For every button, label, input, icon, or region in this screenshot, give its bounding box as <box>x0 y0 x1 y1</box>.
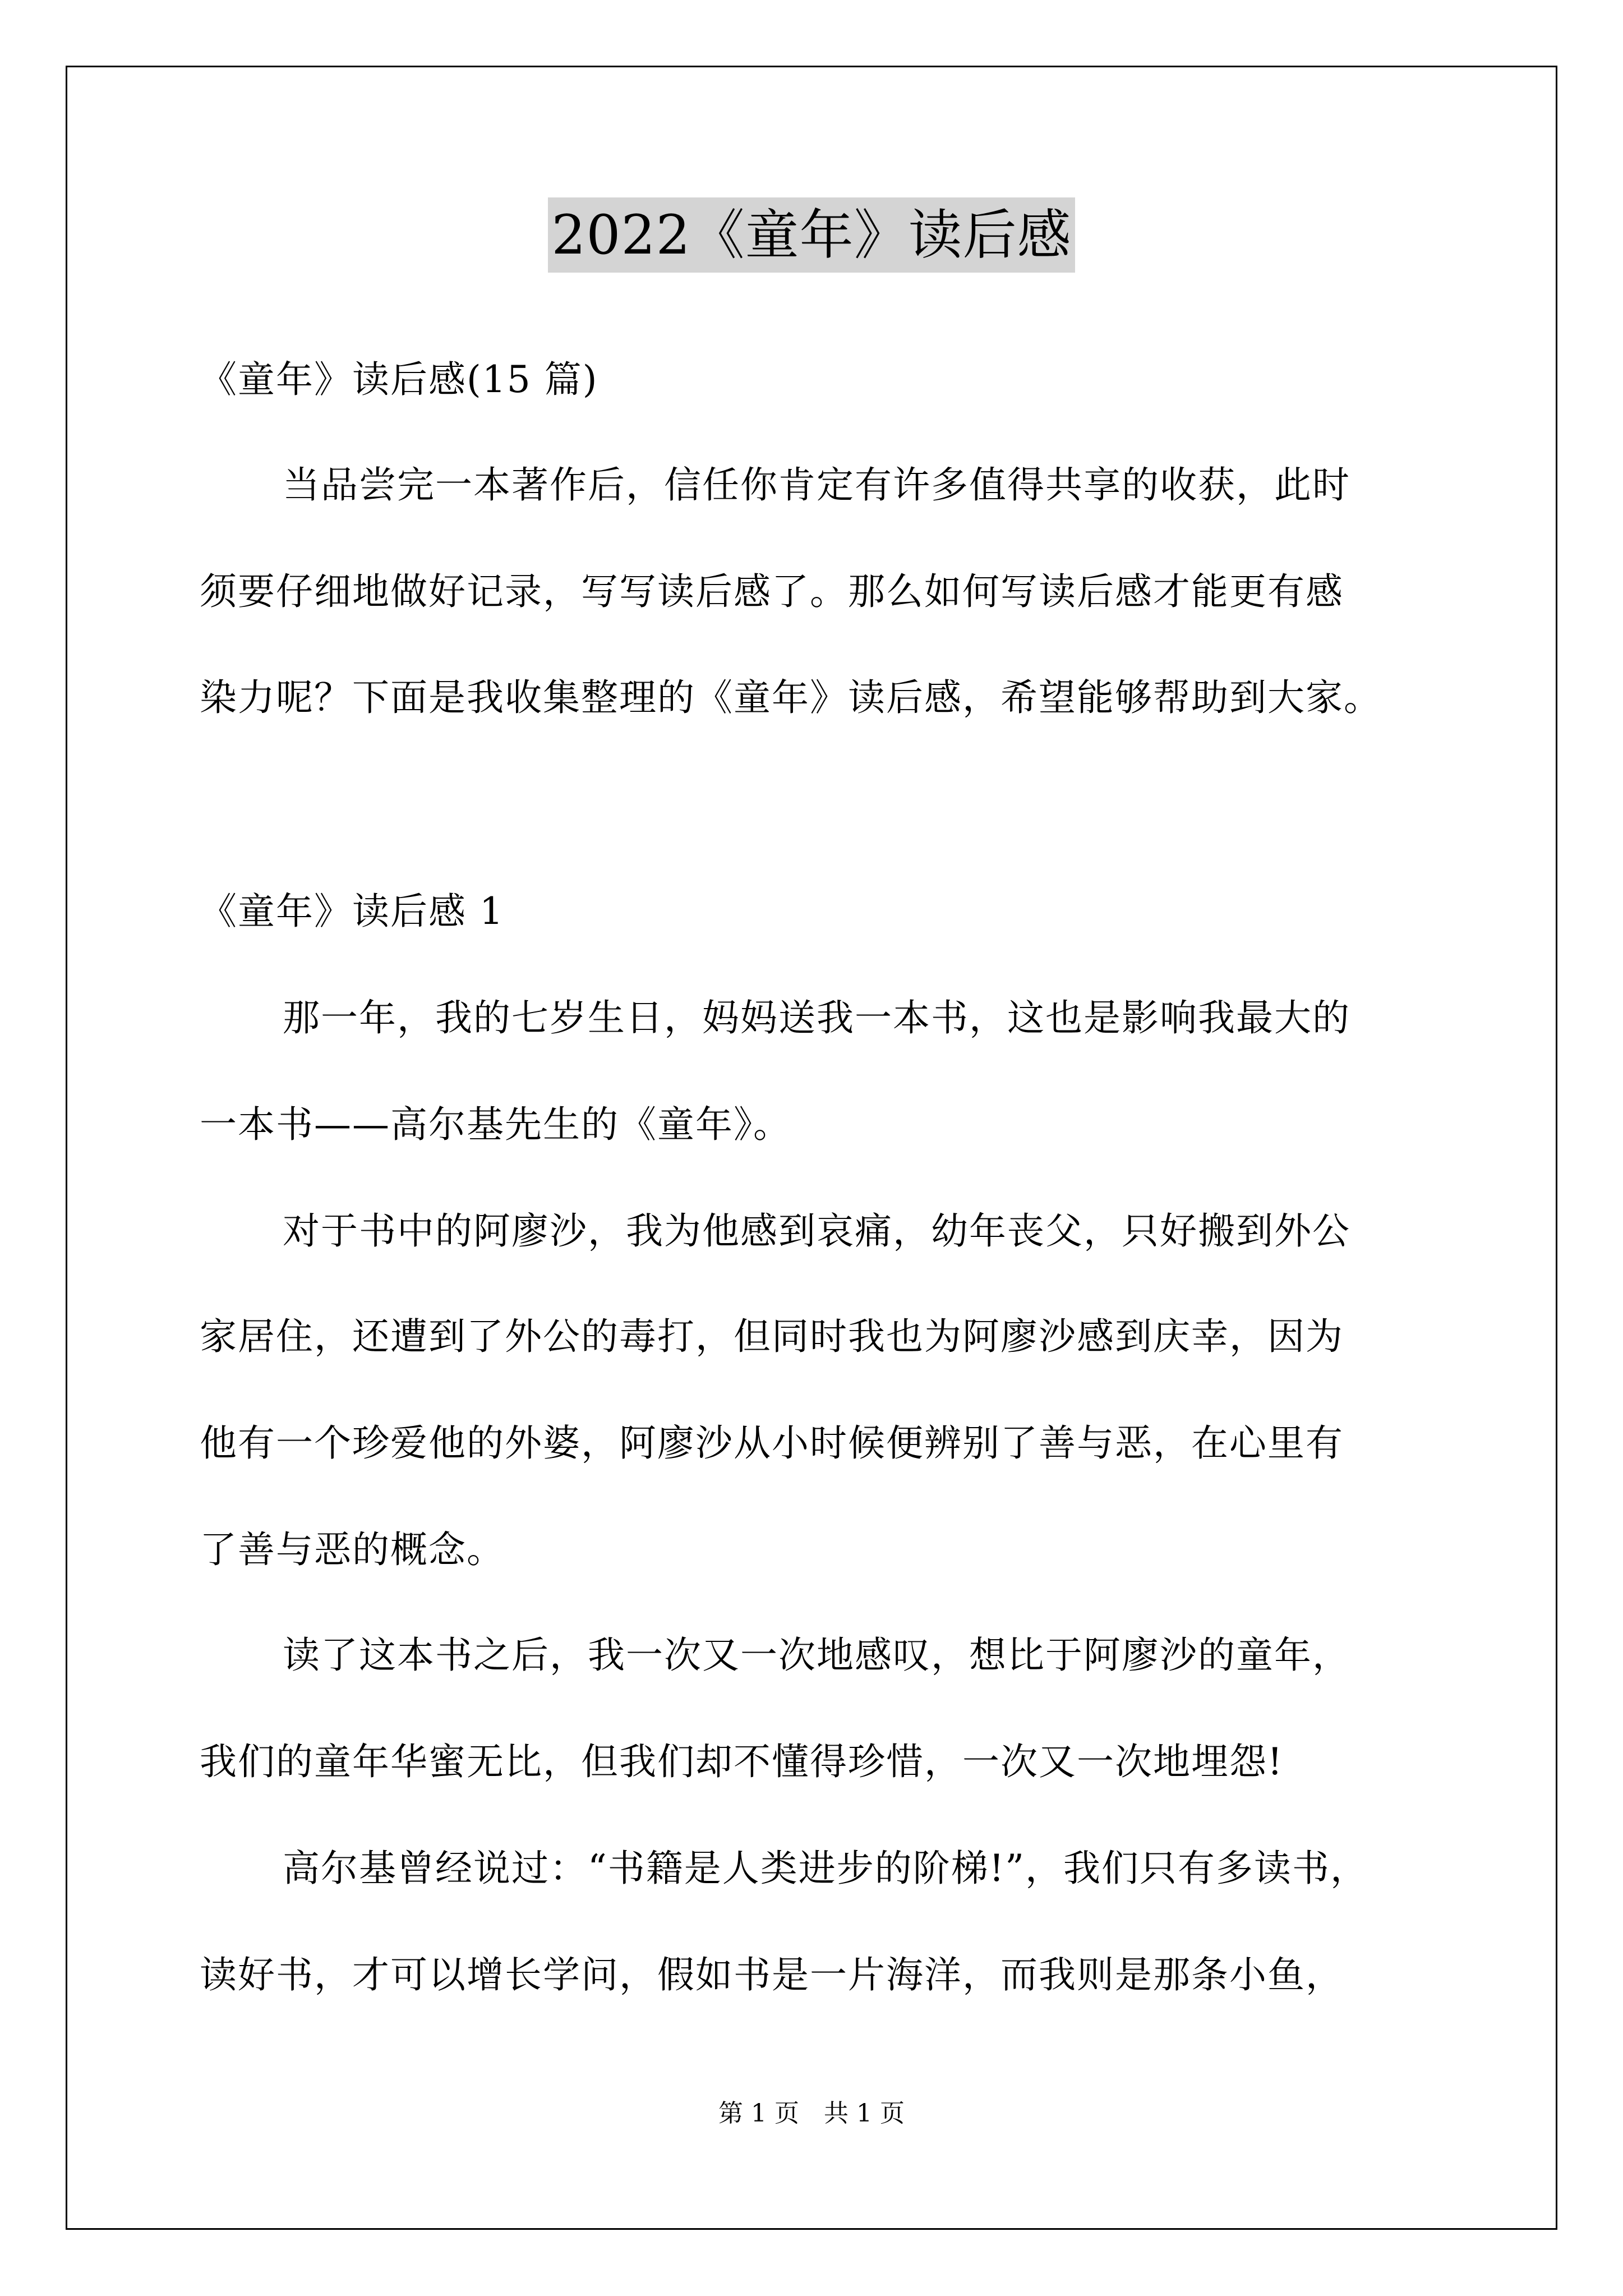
essay-1-line-6: 了善与恶的概念。 <box>200 1528 505 1571</box>
essay-1-heading: 《童年》读后感 1 <box>200 890 504 933</box>
essay-1-line-5: 他有一个珍爱他的外婆，阿廖沙从小时候便辨别了善与恶，在心里有 <box>200 1421 1344 1465</box>
document-title: 2022《童年》读后感 <box>548 197 1075 273</box>
essay-1-line-9: 高尔基曾经说过：“书籍是人类进步的阶梯!”，我们只有多读书， <box>283 1847 1369 1890</box>
collection-heading: 《童年》读后感(15 篇) <box>200 358 598 401</box>
essay-1-line-7: 读了这本书之后，我一次又一次地感叹，想比于阿廖沙的童年， <box>283 1634 1350 1677</box>
page-footer: 第 1 页 共 1 页 <box>718 2099 905 2128</box>
essay-1-line-3: 对于书中的阿廖沙，我为他感到哀痛，幼年丧父，只好搬到外公 <box>283 1209 1350 1253</box>
intro-line-3: 染力呢？下面是我收集整理的《童年》读后感，希望能够帮助到大家。 <box>200 676 1382 719</box>
essay-1-line-2: 一本书——高尔基先生的《童年》。 <box>200 1103 791 1146</box>
essay-1-line-10: 读好书，才可以增长学问，假如书是一片海洋，而我则是那条小鱼， <box>200 1953 1344 1996</box>
document-title-block <box>0 197 1623 273</box>
intro-line-1: 当品尝完一本著作后，信任你肯定有许多值得共享的收获，此时 <box>283 463 1350 507</box>
essay-1-line-8: 我们的童年华蜜无比，但我们却不懂得珍惜，一次又一次地埋怨! <box>200 1740 1284 1783</box>
intro-line-2: 须要仔细地做好记录，写写读后感了。那么如何写读后感才能更有感 <box>200 570 1344 613</box>
essay-1-line-4: 家居住，还遭到了外公的毒打，但同时我也为阿廖沙感到庆幸，因为 <box>200 1315 1344 1358</box>
essay-1-line-1: 那一年，我的七岁生日，妈妈送我一本书，这也是影响我最大的 <box>283 996 1350 1039</box>
